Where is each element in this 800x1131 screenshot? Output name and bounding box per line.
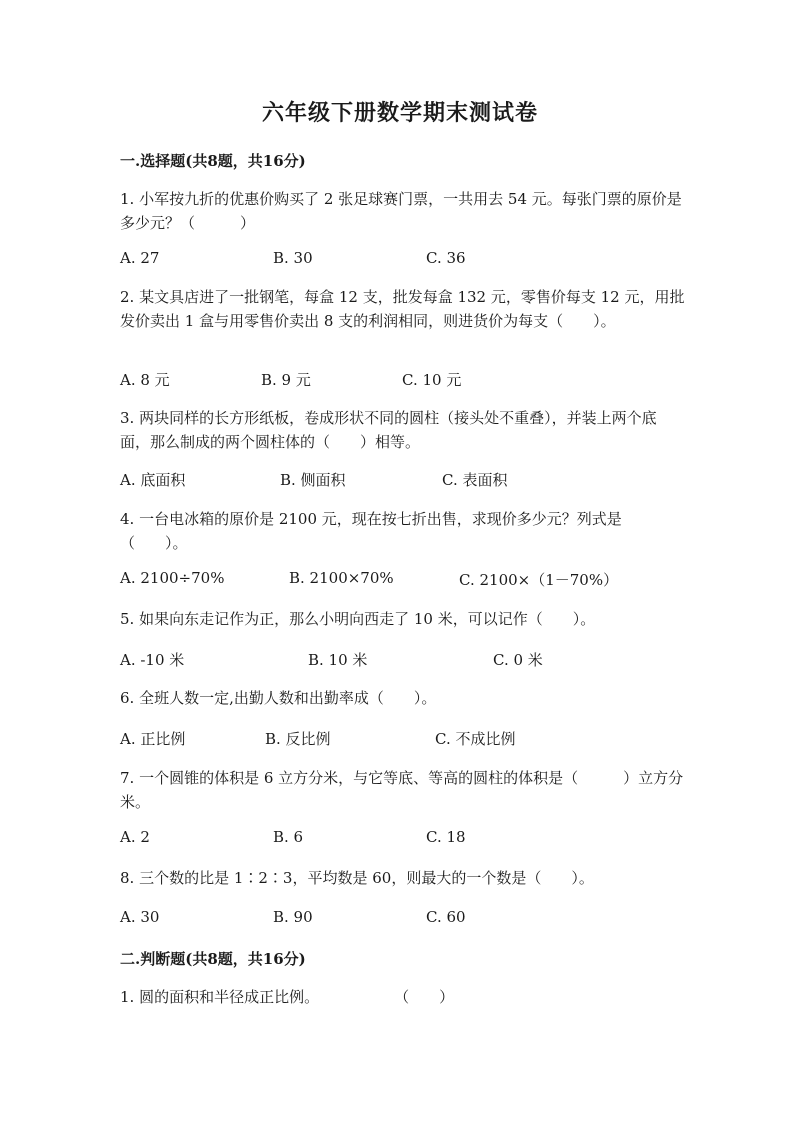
option-c: C. 不成比例 (435, 730, 516, 748)
option-c: C. 36 (426, 249, 466, 267)
options-row (120, 828, 720, 850)
section-heading-choice: 一.选择题(共8题，共16分) (120, 152, 306, 170)
question-stem: 7. 一个圆锥的体积是 6 立方分米，与它等底、等高的圆柱的体积是（ ）立方分米。 (120, 769, 684, 811)
option-b: B. 30 (273, 249, 313, 267)
option-a: A. 8 元 (120, 371, 170, 389)
option-c: C. 0 米 (493, 651, 543, 669)
options-row (120, 649, 720, 671)
question-stem: 3. 两块同样的长方形纸板，卷成形状不同的圆柱（接头处不重叠），并装上两个底面，那么制成的两个圆柱体的（ ）相等。 (120, 409, 657, 451)
option-a: A. 30 (120, 908, 160, 926)
options-row (120, 249, 720, 271)
option-a: A. -10 米 (120, 651, 185, 669)
question-stem: 6. 全班人数一定,出勤人数和出勤率成（ ）。 (120, 689, 437, 707)
option-b: B. 90 (273, 908, 313, 926)
judge-question-stem: 1. 圆的面积和半径成正比例。 （ ） (120, 988, 455, 1006)
option-a: A. 正比例 (120, 730, 186, 748)
option-b: B. 反比例 (265, 730, 331, 748)
option-b: B. 侧面积 (280, 471, 346, 489)
option-c: C. 2100×（1－70%） (459, 571, 619, 589)
option-a: A. 2 (120, 828, 150, 846)
option-c: C. 表面积 (442, 471, 508, 489)
options-row (120, 569, 720, 591)
question-stem: 5. 如果向东走记作为正，那么小明向西走了 10 米，可以记作（ ）。 (120, 610, 596, 628)
page-title: 六年级下册数学期末测试卷 (261, 100, 538, 126)
option-b: B. 2100×70% (289, 569, 394, 587)
options-row (120, 728, 720, 750)
question-stem: 2. 某文具店进了一批钢笔，每盒 12 支，批发每盒 132 元，零售价每支 12 元，用批发价卖出 1 盒与用零售价卖出 8 支的利润相同，则进货价为每支（ ）。 (120, 288, 685, 330)
option-b: B. 9 元 (261, 371, 311, 389)
option-c: C. 18 (426, 828, 466, 846)
option-c: C. 60 (426, 908, 466, 926)
option-c: C. 10 元 (402, 371, 462, 389)
question-stem: 8. 三个数的比是 1∶2∶3，平均数是 60，则最大的一个数是（ ）。 (120, 869, 594, 887)
option-a: A. 27 (120, 249, 160, 267)
options-row (120, 908, 720, 930)
option-a: A. 底面积 (120, 471, 186, 489)
question-stem: 1. 小军按九折的优惠价购买了 2 张足球赛门票，一共用去 54 元。每张门票的原价是多少元？（ ） (120, 190, 682, 232)
option-a: A. 2100÷70% (120, 569, 225, 587)
option-b: B. 6 (273, 828, 304, 846)
section-heading-judge: 二.判断题(共8题，共16分) (120, 950, 306, 968)
question-stem: 4. 一台电冰箱的原价是 2100 元，现在按七折出售，求现价多少元？列式是（ ）。 (120, 510, 622, 552)
options-row (120, 469, 720, 491)
options-row (120, 369, 720, 391)
option-b: B. 10 米 (308, 651, 368, 669)
